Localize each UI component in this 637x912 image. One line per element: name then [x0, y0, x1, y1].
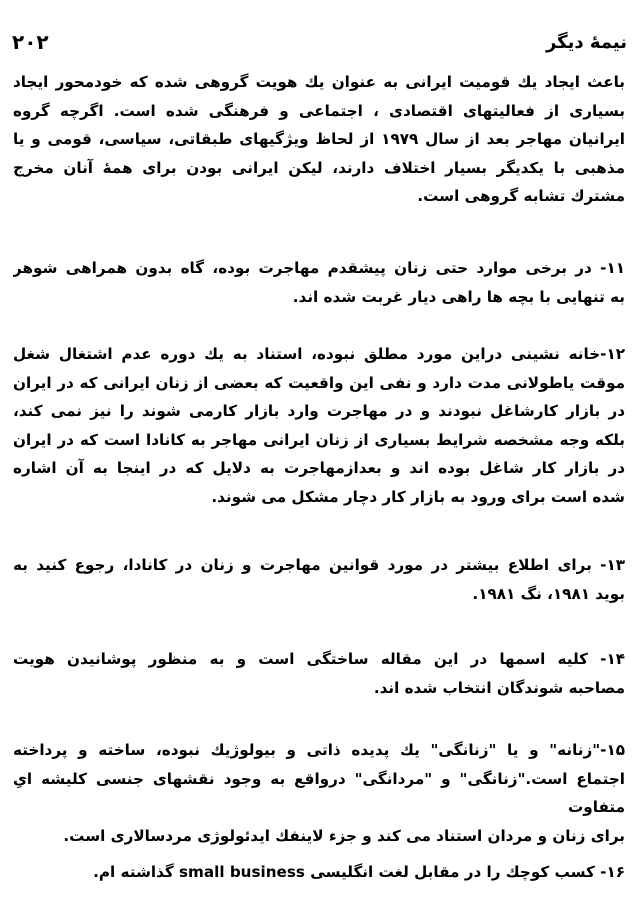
- page-header: [12, 22, 627, 62]
- footnote-16: [13, 858, 625, 887]
- text-line: مذهبی با یکدیگر بسیار اختلاف دارند، لیکن ایرانی بودن برای همهٔ آنان مخرج: [13, 158, 625, 177]
- text-line: اجتماع است."زنانگی" و "مردانگی" درواقع به وجود نقشهای جنسی کلیشه ایِ متفاوت: [13, 769, 625, 816]
- footnote-14: [13, 645, 625, 702]
- text-line: بوید ۱۹۸۱، نگ ۱۹۸۱.: [472, 584, 625, 603]
- text-line: در بازار کارشاغل نبودند و در مهاجرت وارد بازار کارمی شوند را نیز نمی کند،: [13, 402, 625, 420]
- footnote-15: [13, 736, 625, 850]
- text-line: موقت یاطولانی مدت دارد و نفی این واقعیت که بعضی از زنان ایرانی که در ایران: [13, 373, 625, 392]
- text-line: ۱۱- در برخی موارد حتی زنان پیشقدم مهاجرت بوده، گاه بدون همراهی شوهر: [13, 259, 625, 277]
- text-line: ۱۳- برای اطلاع بیشتر در مورد قوانین مهاجرت و زنان در کانادا، رجوع کنید به: [13, 556, 625, 574]
- footnote-13: [13, 551, 625, 608]
- text-line: در بازار کار شاغل بوده اند و بعدازمهاجرت به دلایل که در اینجا به آن اشاره: [13, 459, 625, 477]
- text-line: ایرانیان مهاجر بعد از سال ۱۹۷۹ از لحاظ ویژگیهای طبقاتی، سیاسی، قومی و یا: [13, 130, 625, 148]
- running-title: نیمهٔ دیگر: [545, 31, 627, 53]
- text-line: ۱۴- کلیه اسمها در این مقاله ساختگی است و به منظور پوشانیدن هویت: [13, 650, 625, 668]
- paragraph-continuation: [13, 68, 625, 211]
- text-line: ۱۵-"زنانه" و یا "زنانگی" یك پدیده ذاتی و بیولوژیك نبوده، ساخته و پرداخته: [13, 741, 625, 759]
- footnote-12: [13, 340, 625, 511]
- text-line: بسیاری از فعالیتهای اقتصادی ، اجتماعی و فرهنگی شده است. اگرچه گروه: [13, 101, 625, 120]
- text-line: بلکه وجه مشخصه شرایط بسیاری از زنان ایرانی مهاجر به کانادا است که در ایران: [13, 430, 625, 449]
- text-line: ۱۶- کسب کوچك را در مقابل لغت انگلیسی small business گذاشته ام.: [93, 863, 625, 881]
- text-line: باعث ایجاد یك قومیت ایرانی به عنوان یك هویت گروهی شده که خودمحور ایجاد: [13, 73, 625, 91]
- text-line: به تنهایی با بچه ها راهی دیار غربت شده اند.: [292, 287, 625, 306]
- text-line: شده است برای ورود به بازار کار دچار مشکل می شوند.: [211, 487, 625, 506]
- text-line: ۱۲-خانه نشینی دراین مورد مطلق نبوده، استناد به یك دوره عدم اشتغال شغل: [13, 345, 625, 363]
- text-line: برای زنان و مردان استناد می کند و جزء لاینفك ایدئولوژی مردسالاری است.: [63, 826, 625, 845]
- footnote-11: [13, 254, 625, 311]
- page-number: ۲۰۲: [12, 30, 49, 54]
- text-line: مشترك تشابه گروهی است.: [417, 187, 625, 205]
- text-line: مصاحبه شوندگان انتخاب شده اند.: [373, 678, 625, 697]
